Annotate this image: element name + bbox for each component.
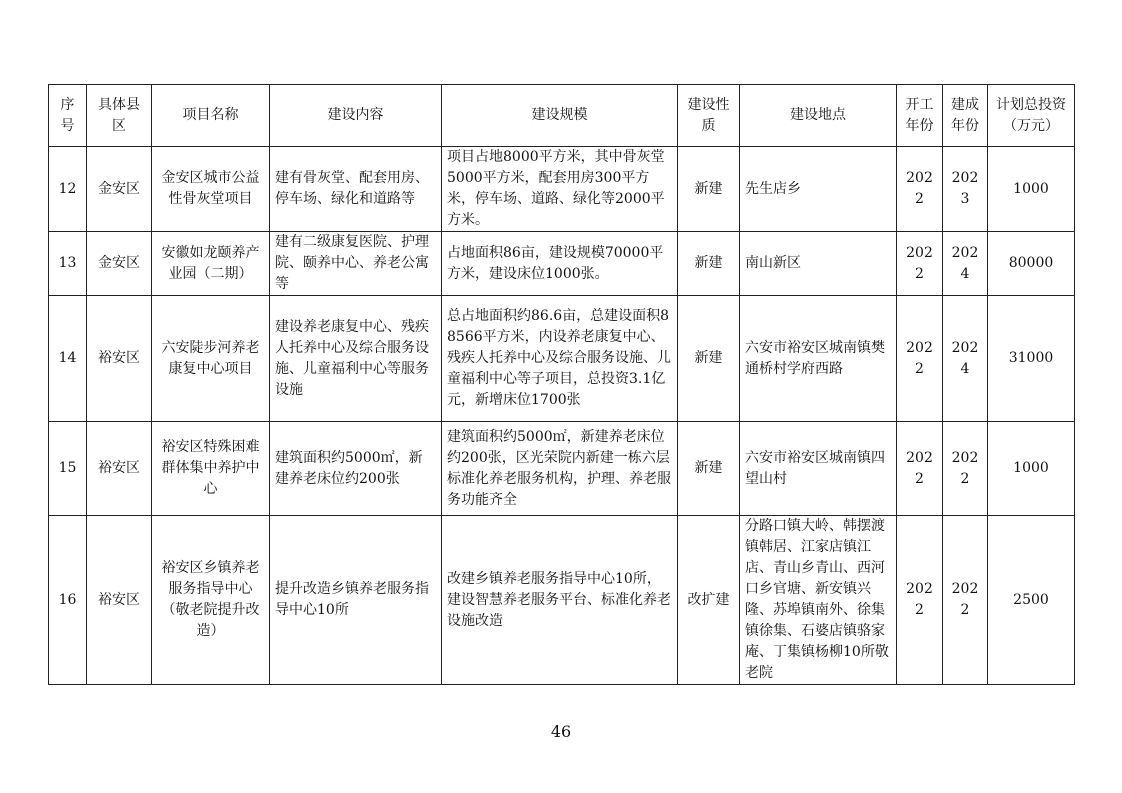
cell-content: 建有骨灰堂、配套用房、停车场、绿化和道路等 [270,147,442,232]
table-row [49,296,1075,422]
header-nature: 建设性质 [678,85,740,147]
cell-location: 分路口镇大岭、韩摆渡镇韩居、江家店镇江店、青山乡青山、西河口乡官塘、新安镇兴隆、苏埠镇南外、徐集镇徐集、石婆店镇骆家庵、丁集镇杨柳10所敬老院 [740,516,897,685]
cell-investment: 31000 [988,296,1075,422]
cell-location: 六安市裕安区城南镇四望山村 [740,422,897,516]
cell-seq: 13 [49,232,87,296]
cell-start-year: 2022 [897,296,943,422]
cell-scale: 项目占地8000平方米，其中骨灰堂5000平方米，配套用房300平方米，停车场、道路、绿化等2000平方米。 [442,147,678,232]
cell-scale: 改建乡镇养老服务指导中心10所，建设智慧养老服务平台、标准化养老设施改造 [442,516,678,685]
table-row [49,516,1075,685]
cell-scale: 总占地面积约86.6亩，总建设面积88566平方米，内设养老康复中心、残疾人托养中心及综合服务设施、儿童福利中心等子项目，总投资3.1亿元，新增床位1700张 [442,296,678,422]
cell-seq: 12 [49,147,87,232]
cell-start-year: 2022 [897,516,943,685]
table-row [49,232,1075,296]
header-end-year: 建成年份 [943,85,988,147]
table-row [49,422,1075,516]
cell-seq: 14 [49,296,87,422]
cell-county: 金安区 [87,147,152,232]
cell-end-year: 2024 [943,296,988,422]
cell-county: 金安区 [87,232,152,296]
cell-nature: 新建 [678,422,740,516]
cell-nature: 新建 [678,232,740,296]
cell-name: 裕安区乡镇养老服务指导中心（敬老院提升改造） [152,516,270,685]
page-number: 46 [550,722,572,741]
cell-end-year: 2022 [943,422,988,516]
cell-investment: 80000 [988,232,1075,296]
cell-content: 建有二级康复医院、护理院、颐养中心、养老公寓等 [270,232,442,296]
cell-scale: 建筑面积约5000㎡，新建养老床位约200张，区光荣院内新建一栋六层标准化养老服务机构，护理、养老服务功能齐全 [442,422,678,516]
cell-investment: 1000 [988,422,1075,516]
cell-county: 裕安区 [87,422,152,516]
cell-county: 裕安区 [87,516,152,685]
cell-name: 裕安区特殊困难群体集中养护中心 [152,422,270,516]
project-table [48,84,1075,685]
cell-location: 南山新区 [740,232,897,296]
header-investment: 计划总投资（万元） [988,85,1075,147]
cell-content: 提升改造乡镇养老服务指导中心10所 [270,516,442,685]
cell-location: 六安市裕安区城南镇樊通桥村学府西路 [740,296,897,422]
cell-seq: 15 [49,422,87,516]
header-name: 项目名称 [152,85,270,147]
table-header-row [49,85,1075,147]
cell-nature: 新建 [678,147,740,232]
cell-name: 安徽如龙颐养产业园（二期） [152,232,270,296]
cell-seq: 16 [49,516,87,685]
cell-start-year: 2022 [897,232,943,296]
cell-investment: 1000 [988,147,1075,232]
cell-location: 先生店乡 [740,147,897,232]
header-seq: 序号 [49,85,87,147]
cell-content: 建设养老康复中心、残疾人托养中心及综合服务设施、儿童福利中心等服务设施 [270,296,442,422]
cell-nature: 新建 [678,296,740,422]
cell-end-year: 2022 [943,516,988,685]
cell-content: 建筑面积约5000㎡，新建养老床位约200张 [270,422,442,516]
cell-nature: 改扩建 [678,516,740,685]
cell-name: 六安陡步河养老康复中心项目 [152,296,270,422]
table-row [49,147,1075,232]
header-start-year: 开工年份 [897,85,943,147]
cell-name: 金安区城市公益性骨灰堂项目 [152,147,270,232]
cell-end-year: 2024 [943,232,988,296]
cell-county: 裕安区 [87,296,152,422]
cell-end-year: 2023 [943,147,988,232]
header-scale: 建设规模 [442,85,678,147]
cell-scale: 占地面积86亩，建设规模70000平方米，建设床位1000张。 [442,232,678,296]
cell-start-year: 2022 [897,147,943,232]
header-location: 建设地点 [740,85,897,147]
cell-start-year: 2022 [897,422,943,516]
header-content: 建设内容 [270,85,442,147]
header-county: 具体县区 [87,85,152,147]
cell-investment: 2500 [988,516,1075,685]
